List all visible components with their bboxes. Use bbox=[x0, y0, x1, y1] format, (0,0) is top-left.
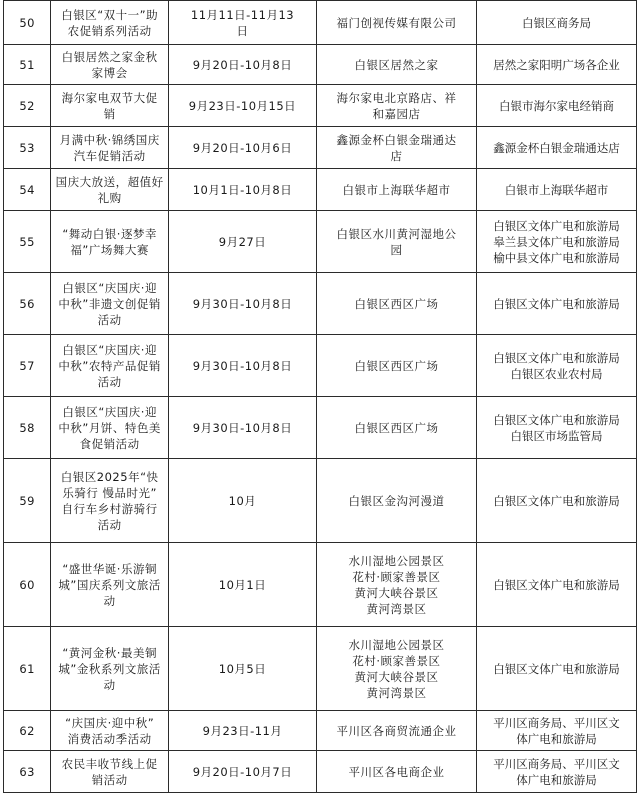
activity-location-cell bbox=[316, 711, 476, 751]
row-number: 63 bbox=[19, 764, 35, 779]
row-number-cell bbox=[4, 397, 51, 459]
activity-location-cell bbox=[316, 45, 476, 85]
table-row bbox=[4, 397, 637, 459]
organizer: 平川区商务局、平川区文 bbox=[493, 715, 620, 730]
activity-date: 9月20日-10月6日 bbox=[192, 140, 293, 155]
activity-location: 白银区西区广场 bbox=[354, 358, 439, 373]
activity-location: 白银区西区广场 bbox=[354, 420, 439, 435]
row-number-cell bbox=[4, 169, 51, 211]
activity-date-cell bbox=[169, 85, 317, 127]
activity-location-cell bbox=[316, 127, 476, 169]
activity-date-cell bbox=[169, 711, 317, 751]
organizer: 白银区文体广电和旅游局 bbox=[493, 493, 620, 508]
row-number-cell bbox=[4, 211, 51, 273]
activity-name-cell bbox=[51, 211, 169, 273]
activity-name: “黄河金秋·最美铜 城”金秋系列文旅活动 bbox=[58, 645, 161, 692]
activity-name-cell bbox=[51, 459, 169, 543]
organizer: 白银区文体广电和旅游局 bbox=[493, 296, 620, 311]
activity-name-cell bbox=[51, 335, 169, 397]
row-number-cell bbox=[4, 85, 51, 127]
organizer: 居然之家阳明广场各企业 bbox=[493, 57, 620, 72]
activity-name: 白银区“庆国庆·迎 中秋”月饼、特色美 食促销活动 bbox=[58, 404, 161, 451]
activity-location: 白银市上海联华超市 bbox=[342, 182, 451, 197]
activity-location-cell bbox=[316, 211, 476, 273]
organizer: 榆中县文体广电和旅游局 bbox=[493, 250, 620, 265]
row-number: 50 bbox=[19, 15, 35, 30]
row-number-cell bbox=[4, 627, 51, 711]
activity-name-cell bbox=[51, 127, 169, 169]
activity-name-cell bbox=[51, 627, 169, 711]
activity-location: 平川区各电商企业 bbox=[348, 764, 445, 779]
activity-date: 10月 bbox=[228, 493, 257, 508]
activity-date-cell bbox=[169, 1, 317, 45]
organizer: 白银区农业农村局 bbox=[510, 366, 603, 381]
organizer-cell bbox=[476, 459, 636, 543]
activity-date-cell bbox=[169, 459, 317, 543]
activity-location-cell bbox=[316, 751, 476, 793]
activity-date: 9月23日-10月15日 bbox=[188, 98, 297, 113]
activity-name-cell bbox=[51, 273, 169, 335]
activity-date-cell bbox=[169, 127, 317, 169]
activity-name: “舞动白银·逐梦幸 福”广场舞大赛 bbox=[62, 226, 157, 257]
activity-date-cell bbox=[169, 335, 317, 397]
table-row bbox=[4, 335, 637, 397]
activity-date: 9月30日-10月8日 bbox=[192, 296, 293, 311]
organizer: 白银区文体广电和旅游局 bbox=[493, 218, 620, 233]
activity-date: 11月11日-11月13 日 bbox=[190, 7, 295, 38]
activity-date-cell bbox=[169, 211, 317, 273]
activity-location-cell bbox=[316, 627, 476, 711]
organizer-cell bbox=[476, 627, 636, 711]
activity-date-cell bbox=[169, 543, 317, 627]
activity-name-cell bbox=[51, 169, 169, 211]
row-number: 59 bbox=[19, 493, 35, 508]
activity-location-cell bbox=[316, 397, 476, 459]
row-number: 53 bbox=[19, 140, 35, 155]
organizer: 白银区文体广电和旅游局 bbox=[493, 412, 620, 427]
table-row bbox=[4, 751, 637, 793]
organizer-cell bbox=[476, 1, 636, 45]
table-row bbox=[4, 711, 637, 751]
row-number-cell bbox=[4, 335, 51, 397]
organizer: 白银区文体广电和旅游局 bbox=[493, 661, 620, 676]
activity-date-cell bbox=[169, 169, 317, 211]
row-number: 51 bbox=[19, 57, 35, 72]
activity-date: 9月20日-10月7日 bbox=[192, 764, 293, 779]
row-number-cell bbox=[4, 273, 51, 335]
activity-location: 白银区西区广场 bbox=[354, 296, 439, 311]
table-row bbox=[4, 169, 637, 211]
activity-location-cell bbox=[316, 335, 476, 397]
organizer-cell bbox=[476, 543, 636, 627]
activity-location: 白银区金沟河漫道 bbox=[348, 493, 445, 508]
activity-name: 海尔家电双节大促 销 bbox=[61, 90, 158, 121]
organizer: 体广电和旅游局 bbox=[516, 731, 597, 746]
row-number-cell bbox=[4, 711, 51, 751]
organizer-cell bbox=[476, 45, 636, 85]
organizer-cell bbox=[476, 127, 636, 169]
activity-location: 海尔家电北京路店、祥 和嘉园店 bbox=[336, 90, 457, 121]
organizer: 平川区商务局、平川区文 bbox=[493, 756, 620, 771]
activity-name: 白银居然之家金秋 家博会 bbox=[61, 49, 158, 80]
table-row bbox=[4, 1, 637, 45]
row-number: 57 bbox=[19, 358, 35, 373]
activity-name-cell bbox=[51, 711, 169, 751]
organizer-cell bbox=[476, 273, 636, 335]
activity-location-cell bbox=[316, 543, 476, 627]
activity-name: 白银区“庆国庆·迎 中秋”农特产品促销 活动 bbox=[58, 342, 161, 389]
activity-name: “庆国庆·迎中秋” 消费活动季活动 bbox=[65, 715, 155, 746]
row-number-cell bbox=[4, 751, 51, 793]
row-number-cell bbox=[4, 459, 51, 543]
activity-location: 白银区水川黄河湿地公 园 bbox=[336, 226, 457, 257]
row-number: 58 bbox=[19, 420, 35, 435]
row-number: 56 bbox=[19, 296, 35, 311]
organizer: 白银区文体广电和旅游局 bbox=[493, 577, 620, 592]
row-number-cell bbox=[4, 45, 51, 85]
activity-name-cell bbox=[51, 397, 169, 459]
activity-date: 10月5日 bbox=[218, 661, 267, 676]
row-number: 60 bbox=[19, 577, 35, 592]
organizer: 白银区市场监管局 bbox=[510, 428, 603, 443]
row-number: 52 bbox=[19, 98, 35, 113]
activity-date: 10月1日-10月8日 bbox=[192, 182, 293, 197]
events-table bbox=[3, 0, 637, 793]
row-number: 55 bbox=[19, 234, 35, 249]
activity-date-cell bbox=[169, 45, 317, 85]
activity-location: 鑫源金杯白银金瑞通达 店 bbox=[336, 132, 457, 163]
activity-name-cell bbox=[51, 45, 169, 85]
activity-date-cell bbox=[169, 397, 317, 459]
activity-location-cell bbox=[316, 169, 476, 211]
table-row bbox=[4, 459, 637, 543]
activity-location-cell bbox=[316, 85, 476, 127]
row-number-cell bbox=[4, 127, 51, 169]
organizer: 白银市上海联华超市 bbox=[504, 182, 609, 197]
table-row bbox=[4, 543, 637, 627]
table-row bbox=[4, 45, 637, 85]
activity-name: 白银区2025年“快 乐骑行 慢品时光” 自行车乡村游骑行 活动 bbox=[60, 469, 159, 532]
table-row bbox=[4, 127, 637, 169]
activity-location: 福门创视传媒有限公司 bbox=[336, 15, 457, 30]
activity-date-cell bbox=[169, 627, 317, 711]
activity-name: 白银区“庆国庆·迎 中秋”非遗文创促销 活动 bbox=[58, 280, 161, 327]
row-number: 62 bbox=[19, 723, 35, 738]
organizer-cell bbox=[476, 397, 636, 459]
activity-date-cell bbox=[169, 751, 317, 793]
organizer: 白银市海尔家电经销商 bbox=[498, 98, 614, 113]
activity-location-cell bbox=[316, 273, 476, 335]
organizer-cell bbox=[476, 169, 636, 211]
activity-date: 10月1日 bbox=[218, 577, 267, 592]
activity-name: 国庆大放送，超值好 礼购 bbox=[55, 174, 164, 205]
activity-date: 9月20日-10月8日 bbox=[192, 57, 293, 72]
activity-name-cell bbox=[51, 543, 169, 627]
table-body bbox=[4, 1, 637, 793]
activity-date: 9月30日-10月8日 bbox=[192, 420, 293, 435]
activity-name-cell bbox=[51, 751, 169, 793]
table-row bbox=[4, 273, 637, 335]
activity-date: 9月30日-10月8日 bbox=[192, 358, 293, 373]
row-number-cell bbox=[4, 543, 51, 627]
activity-name: 月满中秋·锦绣国庆 汽车促销活动 bbox=[59, 132, 160, 163]
activity-location: 水川湿地公园景区 花村·顾家善景区 黄河大峡谷景区 黄河湾景区 bbox=[348, 637, 445, 700]
organizer-cell bbox=[476, 751, 636, 793]
activity-location: 白银区居然之家 bbox=[354, 57, 439, 72]
table-row bbox=[4, 627, 637, 711]
activity-location: 平川区各商贸流通企业 bbox=[336, 723, 457, 738]
activity-date-cell bbox=[169, 273, 317, 335]
activity-name: 白银区“双十一”助 农促销系列活动 bbox=[61, 7, 159, 38]
activity-location-cell bbox=[316, 1, 476, 45]
table-row bbox=[4, 211, 637, 273]
organizer-cell bbox=[476, 85, 636, 127]
activity-date: 9月23日-11月 bbox=[202, 723, 283, 738]
row-number-cell bbox=[4, 1, 51, 45]
activity-name: “盛世华诞·乐游铜 城”国庆系列文旅活动 bbox=[58, 561, 161, 608]
activity-location: 水川湿地公园景区 花村·顾家善景区 黄河大峡谷景区 黄河湾景区 bbox=[348, 553, 445, 616]
organizer: 鑫源金杯白银金瑞通达店 bbox=[493, 140, 620, 155]
organizer: 皋兰县文体广电和旅游局 bbox=[493, 234, 620, 249]
organizer-cell bbox=[476, 211, 636, 273]
organizer-cell bbox=[476, 335, 636, 397]
row-number: 61 bbox=[19, 661, 35, 676]
activity-name-cell bbox=[51, 85, 169, 127]
organizer-cell bbox=[476, 711, 636, 751]
activity-name: 农民丰收节线上促 销活动 bbox=[61, 756, 158, 787]
table-row bbox=[4, 85, 637, 127]
organizer: 体广电和旅游局 bbox=[516, 772, 597, 787]
activity-location-cell bbox=[316, 459, 476, 543]
row-number: 54 bbox=[19, 182, 35, 197]
activity-date: 9月27日 bbox=[218, 234, 267, 249]
organizer: 白银区商务局 bbox=[521, 15, 591, 30]
activity-name-cell bbox=[51, 1, 169, 45]
organizer: 白银区文体广电和旅游局 bbox=[493, 350, 620, 365]
